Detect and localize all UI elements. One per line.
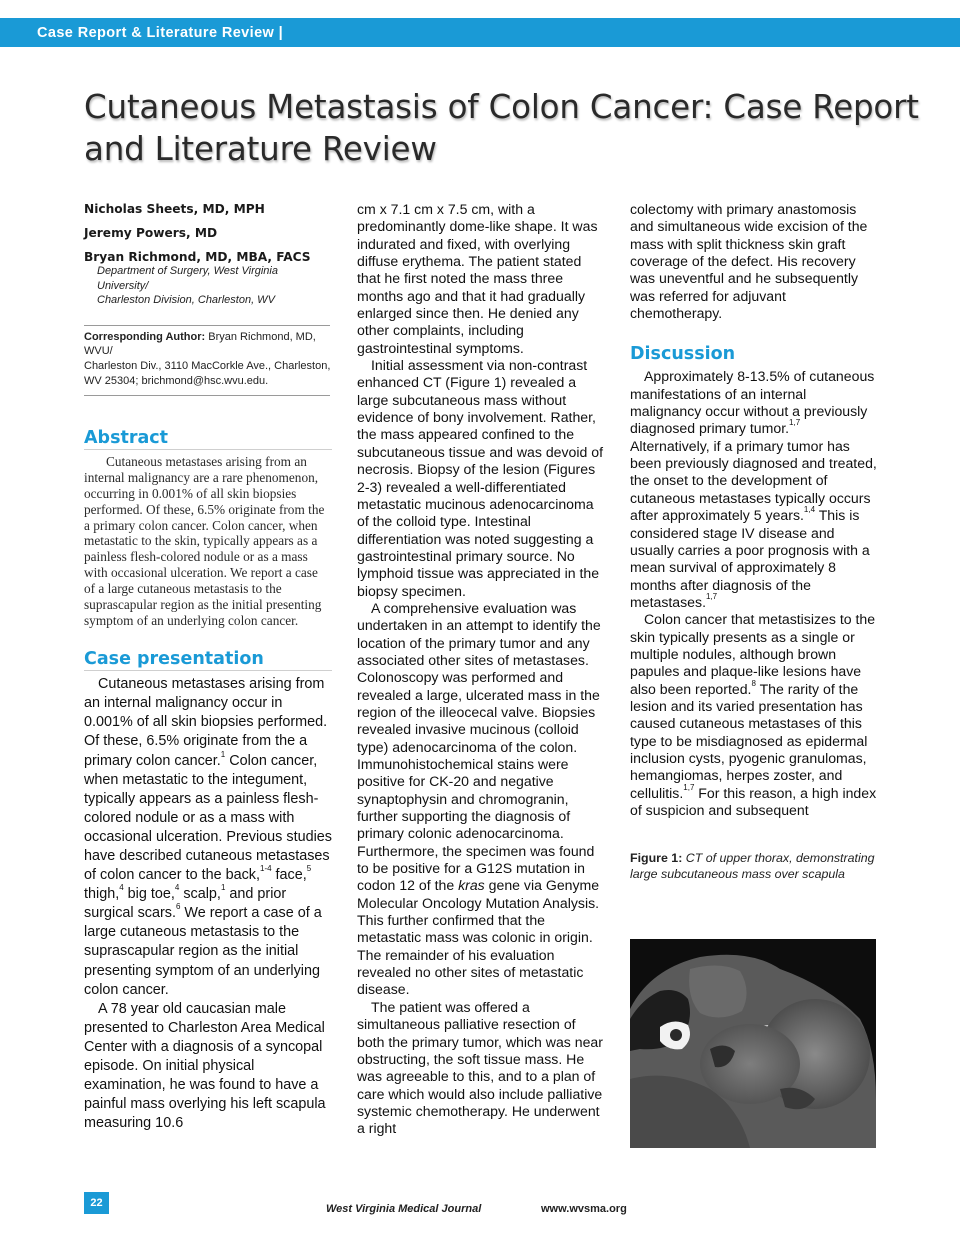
- divider: [84, 325, 330, 326]
- column-3: [630, 201, 880, 882]
- heading-rule: [84, 449, 332, 450]
- divider: [84, 395, 330, 396]
- figure-label: Figure 1:: [630, 851, 683, 866]
- figure-caption: [630, 850, 880, 882]
- ct-scan-image: [630, 939, 876, 1148]
- case-paragraph-5: The patient was offered a simultaneous palliative resection of both the primary tumor, which was near obstructing, the soft tissue mass. He was agreeable to this, and to a plan of care which would also include palliative systemic chemotherapy. He underwent a right: [357, 998, 603, 1137]
- running-head-bar: [0, 18, 960, 47]
- running-head: Case Report & Literature Review |: [37, 25, 284, 41]
- case-body-col3: [630, 201, 880, 322]
- affiliation-line-1: Department of Surgery, West Virginia University/: [97, 265, 278, 292]
- corresponding-author: [84, 330, 332, 389]
- author-3: Bryan Richmond, MD, MBA, FACS: [84, 250, 311, 264]
- discussion-paragraph-1: Approximately 8-13.5% of cutaneous manifestations of an internal malignancy occur without a previously diagnosed primary tumor.$^{1,7}$ Alternatively, if a primary tumor has been previously diagnosed and treated, the onset to the development of cutaneous metastases typically occurs after approximately 5 years.$^{1,4}$ This is considered stage IV disease and usually carries a poor prognosis with a mean survival of approximately 8 months after diagnosis of the metastases.$^{1,7}$: [630, 368, 877, 610]
- author-1: Nicholas Sheets, MD, MPH: [84, 202, 265, 216]
- footer-website[interactable]: www.wvsma.org: [541, 1203, 627, 1215]
- corresponding-line-2: Charleston Div., 3110 MacCorkle Ave., Charleston,: [84, 360, 331, 373]
- discussion-paragraph-2: Colon cancer that metastisizes to the skin typically presents as a single or multiple nodules, although brown papules and plaque-like lesions have also been reported.$^8$ The rarity of the lesion and its varied presentation has caused cutaneous metastases of this type to be misdiagnosed as epidermal inclusion cysts, pyogenic granulomas, hemangiomas, herpes zoster, and cellulitis.$^{1,7}$ For this reason, a high index of suspicion and subsequent: [630, 611, 877, 818]
- abstract-heading: Abstract: [84, 427, 169, 448]
- ct-scan-graphic: [630, 939, 876, 1148]
- abstract-text: Cutaneous metastases arising from an internal malignancy are a rare phenomenon, occurring in 0.001% of all skin biopsies performed. Of these, 6.5% originate from the a primary colon cancer. Colon cancer, when metastatic to the skin, typically appears as a painless flesh-colored nodule or as a mass with occasional ulceration. We report a case of a large cutaneous metastasis to the suprascapular region as the initial presenting symptom of an underlying colon cancer.: [84, 453, 325, 629]
- discussion-body: [630, 368, 880, 819]
- case-paragraph-1: Cutaneous metastases arising from an internal malignancy occur in 0.001% of all skin biopsies performed. Of these, 6.5% originate from the a primary colon cancer.$^1$ Colon cancer, when metastatic to the integument, typically appears as a painless flesh-colored nodule or as a mass with occasional ulceration. Previous studies have described cutaneous metastases of colon cancer to the back,$^{1-4}$ face,$^5$ thigh,$^4$ big toe,$^4$ scalp,$^1$ and prior surgical scars.$^6$ We report a case of a large cutaneous metastasis to the suprascapular region as the initial presenting symptom of an underlying colon cancer.: [84, 676, 332, 998]
- author-2: Jeremy Powers, MD: [84, 226, 218, 240]
- case-paragraph-2: A 78 year old caucasian male presented to Charleston Area Medical Center with a diagnosis of a syncopal episode. On initial physical examination, he was found to have a painful mass overlying his left scapula measuring 10.6: [84, 1000, 326, 1132]
- column-1: [84, 200, 332, 1133]
- discussion-heading: Discussion: [630, 344, 736, 365]
- case-paragraph-3: Initial assessment via non-contrast enhanced CT (Figure 1) revealed a large subcutaneous mass without evidence of bony involvement. Rather, the mass appeared confined to the subcutaneous tissue and was devoid of necrosis. Biopsy of the lesion (Figures 2-3) revealed a well-differentiated metastatic mucinous adenocarcinoma of the colloid type. Intestinal differentiation was noted suggesting a gastrointestinal primary source. No lymphoid tissue was appreciated in the biopsy specimen.: [357, 357, 604, 599]
- figure-caption-text: CT of upper thorax, demonstrating large subcutaneous mass over scapula: [630, 851, 875, 882]
- case-paragraph-5-cont: colectomy with primary anastomosis and simultaneous wide excision of the mass with split thickness skin graft coverage of the defect. His recovery was uneventful and he subsequently was referred for adjuvant chemotherapy.: [630, 201, 868, 322]
- case-body-col2: [357, 201, 605, 1138]
- article-title: Cutaneous Metastasis of Colon Cancer: Case Report and Literature Review: [84, 88, 919, 168]
- corresponding-label: Corresponding Author:: [84, 330, 206, 343]
- page-number: 22: [84, 1192, 109, 1214]
- corresponding-line-1: Bryan Richmond, MD, WVU/: [84, 330, 316, 358]
- case-paragraph-4: A comprehensive evaluation was undertaken in an attempt to identify the location of the primary tumor and any associated other sites of metastases. Colonoscopy was performed and revealed a large, ulcerated mass in the region of the illeocecal valve. Biopsies revealed invasive mucinous (colloid type) adenocarcinoma of the colon. Immunohistochemical stains were positive for CK-20 and negative synaptophysin and chromogranin, further supporting the diagnosis of primary colonic adenocarcinoma. Furthermore, the specimen was found to be positive for a G12S mutation in codon 12 of the kras gene via Genyme Molecular Oncology Mutation Analysis. This further confirmed that the metastatic mass was colonic in origin. The remainder of his evaluation revealed no other sites of metastatic disease.: [357, 599, 601, 998]
- case-heading: Case presentation: [84, 649, 264, 670]
- footer-journal: West Virginia Medical Journal: [326, 1203, 482, 1215]
- column-2: [357, 201, 605, 1138]
- case-paragraph-2-cont: cm x 7.1 cm x 7.5 cm, with a predominantly dome-like shape. It was indurated and fixed, with overlying diffuse erythema. The patient stated that he first noted the mass three months ago and that it had gradually enlarged since then. He denied any other complaints, including gastrointestinal symptoms.: [357, 201, 598, 356]
- corresponding-line-3: WV 25304; brichmond@hsc.wvu.edu.: [84, 374, 269, 387]
- heading-rule: [84, 670, 332, 671]
- case-body-col1: [84, 675, 332, 1133]
- affiliation-line-2: Charleston Division, Charleston, WV: [97, 294, 275, 306]
